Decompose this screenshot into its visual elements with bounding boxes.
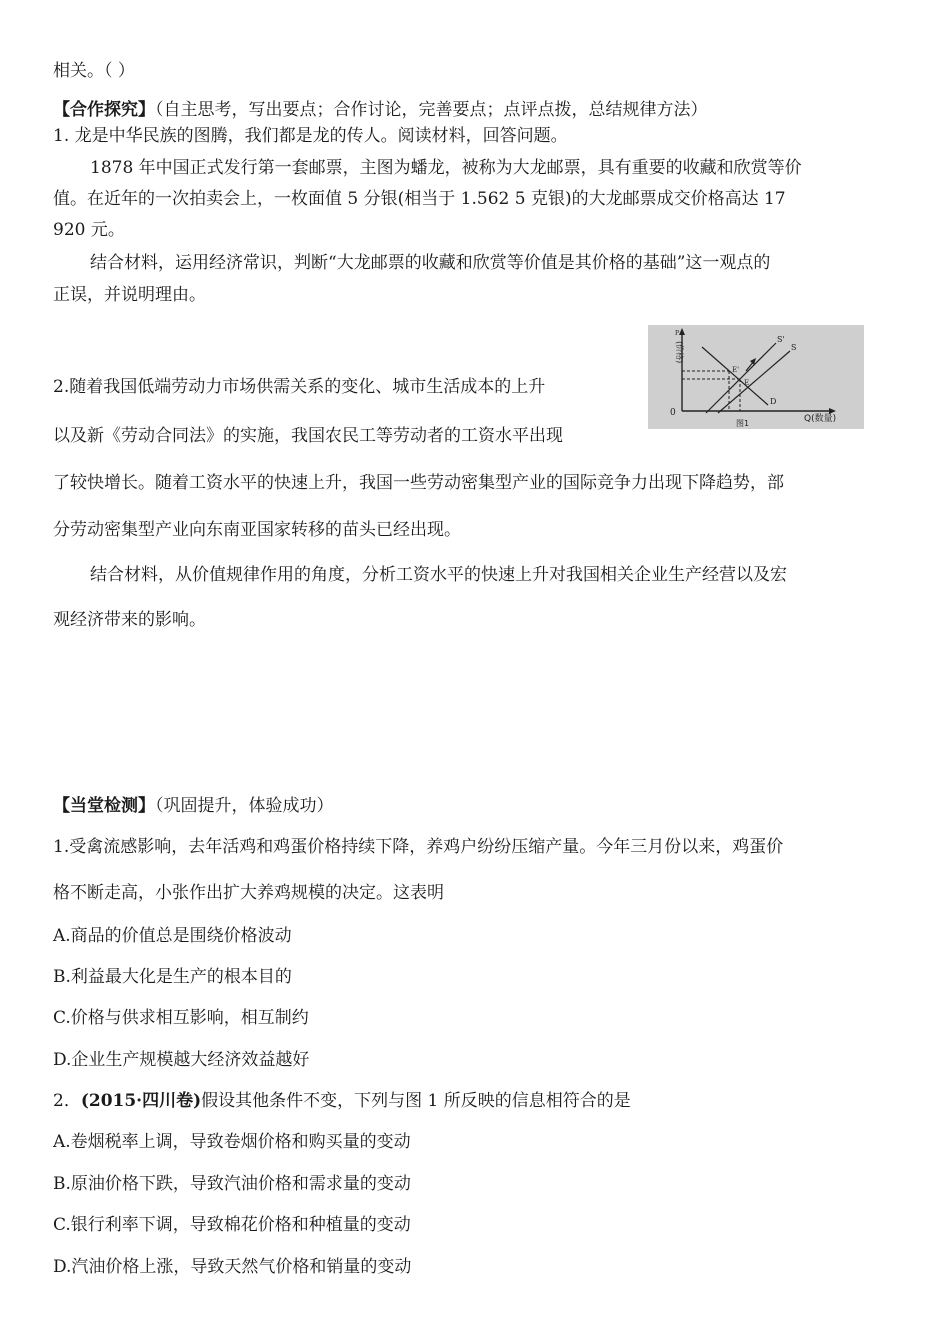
q1-material-line-3: 920 元。	[53, 220, 125, 240]
hezuo-heading	[53, 99, 708, 121]
test-q1-option-b: B.利益最大化是生产的根本目的	[53, 967, 292, 987]
p-cn-label: (价格)	[675, 341, 684, 364]
test-q2-option-c: C.银行利率下调，导致棉花价格和种植量的变动	[53, 1215, 411, 1235]
d-line	[702, 347, 768, 405]
q1-material-line-2: 值。在近年的一次拍卖会上，一枚面值 5 分银(相当于 1.562 5 克银)的大龙邮票成交价格高达 17	[53, 189, 786, 209]
d-label: D	[770, 397, 777, 406]
test-q1-line-2: 格不断走高，小张作出扩大养鸡规模的决定。这表明	[53, 883, 444, 903]
test-q2-text: 假设其他条件不变，下列与图 1 所反映的信息相符合的是	[201, 1091, 631, 1111]
test-q1-option-d: D.企业生产规模越大经济效益越好	[53, 1050, 310, 1070]
test-q1-option-a: A.商品的价值总是围绕价格波动	[53, 926, 292, 946]
figure-svg	[648, 325, 864, 429]
supply-demand-figure	[648, 325, 864, 429]
test-q2-source: (2015·四川卷)	[80, 1091, 202, 1111]
section-subtitle-hezuo: （自主思考，写出要点；合作讨论，完善要点；点评点拨，总结规律方法）	[155, 100, 708, 120]
q1-task-line-2: 正误，并说明理由。	[53, 285, 206, 305]
test-q2-option-a: A.卷烟税率上调，导致卷烟价格和购买量的变动	[53, 1132, 411, 1152]
test-q2-option-b: B.原油价格下跌，导致汽油价格和需求量的变动	[53, 1174, 411, 1194]
q2-line-1: 2.随着我国低端劳动力市场供需关系的变化、城市生活成本的上升	[53, 377, 546, 397]
test-q1-line-1: 1.受禽流感影响，去年活鸡和鸡蛋价格持续下降，养鸡户纷纷压缩产量。今年三月份以来，鸡蛋价	[53, 837, 784, 857]
e-prime-label: E'	[732, 366, 740, 374]
q2-line-4: 分劳动密集型产业向东南亚国家转移的苗头已经出现。	[53, 520, 461, 540]
dangtang-heading	[53, 795, 334, 817]
s-prime-label: S'	[777, 335, 785, 344]
s-label: S	[791, 343, 797, 352]
q2-line-2: 以及新《劳动合同法》的实施，我国农民工等劳动者的工资水平出现	[53, 426, 563, 446]
q2-task-line-1: 结合材料，从价值规律作用的角度，分析工资水平的快速上升对我国相关企业生产经营以及宏	[90, 565, 787, 585]
q1-task-line-1: 结合材料，运用经济常识，判断“大龙邮票的收藏和欣赏等价值是其价格的基础”这一观点的	[90, 253, 771, 273]
test-q2-number: 2．	[53, 1091, 81, 1111]
q1-material-line-1: 1878 年中国正式发行第一套邮票，主图为蟠龙，被称为大龙邮票，具有重要的收藏和欣赏等价	[90, 158, 802, 178]
section-title-hezuo: 【合作探究】	[53, 100, 155, 120]
section-subtitle-dangtang: （巩固提升，体验成功）	[155, 796, 334, 816]
q1-intro: 1. 龙是中华民族的图腾，我们都是龙的传人。阅读材料，回答问题。	[53, 126, 568, 146]
test-q1-option-c: C.价格与供求相互影响，相互制约	[53, 1008, 309, 1028]
top-line: 相关。（ ）	[53, 61, 135, 81]
e-label: E	[744, 379, 750, 387]
q-label: Q(数量)	[804, 414, 837, 424]
origin-label: 0	[670, 408, 676, 418]
section-title-dangtang: 【当堂检测】	[53, 796, 155, 816]
test-q2-option-d: D.汽油价格上涨，导致天然气价格和销量的变动	[53, 1257, 412, 1277]
test-q2-stem	[53, 1090, 631, 1112]
p-label: P	[675, 330, 680, 337]
q2-task-line-2: 观经济带来的影响。	[53, 610, 206, 630]
figure-caption: 图1	[736, 419, 750, 428]
y-axis-arrow	[679, 328, 685, 335]
q2-line-3: 了较快增长。随着工资水平的快速上升，我国一些劳动密集型产业的国际竞争力出现下降趋势，部	[53, 473, 784, 493]
